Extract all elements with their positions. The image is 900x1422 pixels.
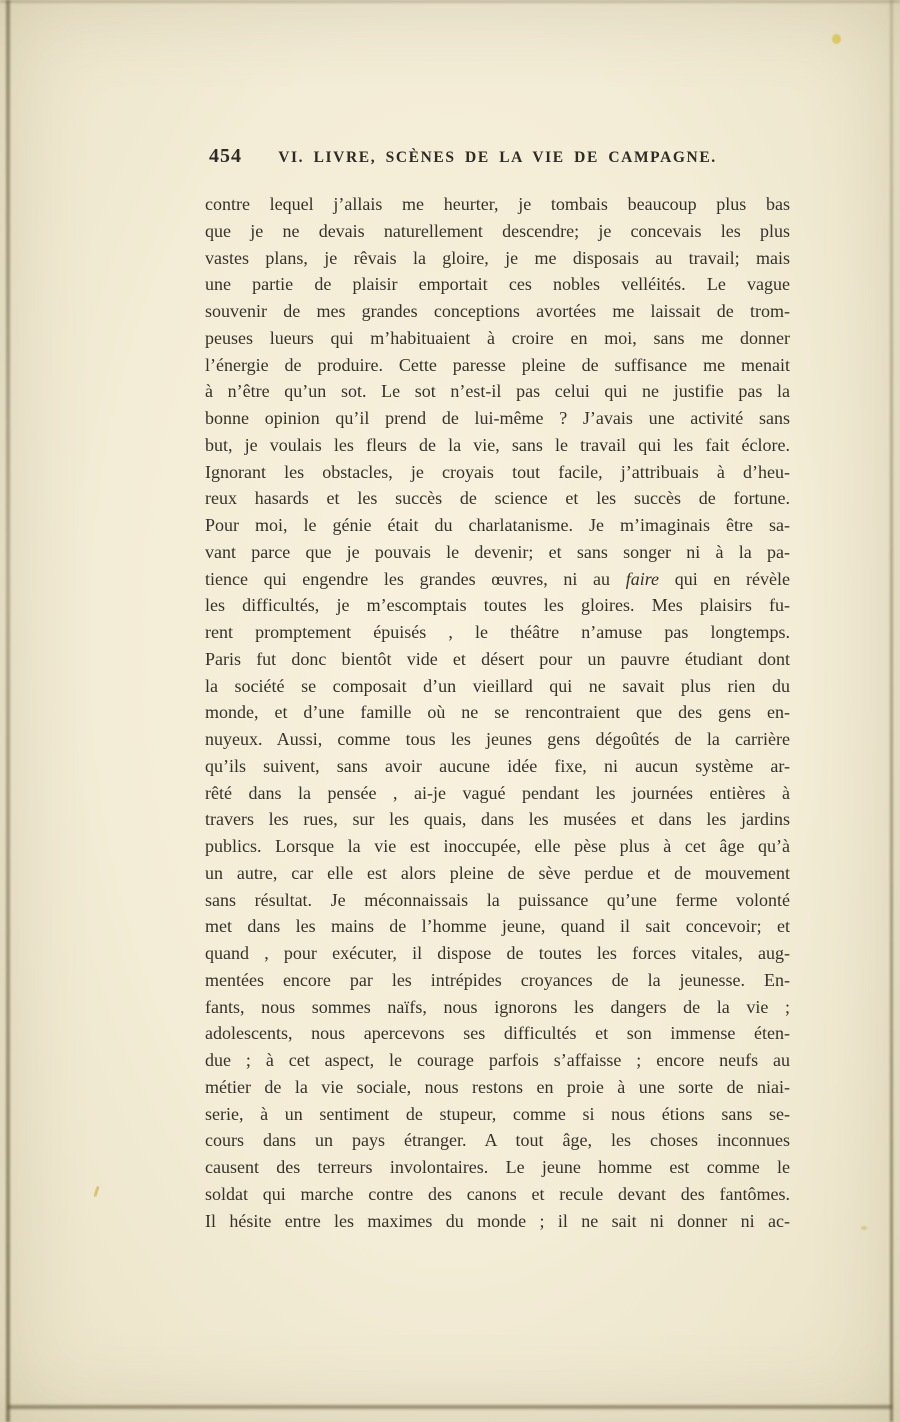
scan-edge-right [890,0,893,1422]
text-line: métier de la vie sociale, nous restons en proie à une sorte de niai- [205,1076,790,1097]
running-title: VI. LIVRE, SCÈNES DE LA VIE DE CAMPAGNE. [278,149,717,166]
paper-speck [93,1186,99,1197]
text-line: une partie de plaisir emportait ces nobles velléités. Le vague [205,274,790,295]
text-line: bonne opinion qu’il prend de lui-même ? J’avais une activité sans [205,408,790,428]
text-line: nuyeux. Aussi, comme tous les jeunes gens dégoûtés de la carrière [205,729,790,749]
text-line: monde, et d’une famille où ne se rencontraient que des gens en- [205,702,790,723]
text-line: vant parce que je pouvais le devenir; et sans songer ni à la pa- [205,541,790,562]
text-line: sans résultat. Je méconnaissais la puissance qu’une ferme volonté [205,889,790,910]
text-line: soldat qui marche contre des canons et recule devant des fantômes. [205,1183,790,1204]
text-line: souvenir de mes grandes conceptions avortées me laissait de trom- [205,301,790,321]
text-line: fants, nous sommes naïfs, nous ignorons les dangers de la vie ; [205,996,790,1017]
paper-speck [861,1226,867,1230]
text-line: que je ne devais naturellement descendre; je concevais les plus [205,220,790,241]
text-line: rent promptement épuisés , le théâtre n’amuse pas longtemps. [205,622,790,642]
text-line: Il hésite entre les maximes du monde ; il ne sait ni donner ni ac- [205,1210,790,1231]
text-line: due ; à cet aspect, le courage parfois s’affaisse ; encore neufs au [205,1050,790,1070]
page-number: 454 [209,145,242,167]
text-line: qu’ils suivent, sans avoir aucune idée fixe, ni aucun système ar- [205,755,790,776]
text-line: la société se composait d’un vieillard qui ne savait plus rien du [205,675,790,696]
text-line: vastes plans, je rêvais la gloire, je me disposais au travail; mais [205,247,790,268]
text-line: Pour moi, le génie était du charlatanisme. Je m’imaginais être sa- [205,515,790,535]
text-block [205,191,790,1234]
text-line: causent des terreurs involontaires. Le jeune homme est comme le [205,1157,790,1177]
scan-edge-top [0,0,900,3]
page-content [205,146,790,1234]
text-line: peuses lueurs qui m’habituaient à croire en moi, sans me donner [205,327,790,348]
text-line: serie, à un sentiment de stupeur, comme si nous étions sans se- [205,1103,790,1124]
text-line: l’énergie de produire. Cette paresse pleine de suffisance me menait [205,354,790,375]
text-line: reux hasards et les succès de science et les succès de fortune. [205,488,790,509]
text-line: les difficultés, je m’escomptais toutes les gloires. Mes plaisirs fu- [205,595,790,616]
page-header [205,146,790,172]
text-line: rêté dans la pensée , ai-je vagué pendant les journées entières à [205,782,790,803]
text-line: Ignorant les obstacles, je croyais tout facile, j’attribuais à d’heu- [205,461,790,482]
text-line: publics. Lorsque la vie est inoccupée, elle pèse plus à cet âge qu’à [205,836,790,856]
text-line: adolescents, nous apercevons ses difficultés et son immense éten- [205,1023,790,1044]
paper-speck [832,34,841,44]
text-line: met dans les mains de l’homme jeune, quand il sait concevoir; et [205,916,790,937]
text-line: cours dans un pays étranger. A tout âge, les choses inconnues [205,1130,790,1151]
text-line: contre lequel j’allais me heurter, je tombais beaucoup plus bas [205,194,790,214]
text-line: un autre, car elle est alors pleine de sève perdue et de mouvement [205,862,790,883]
scan-edge-left [6,0,10,1422]
scan-edge-bottom [8,1405,892,1409]
text-line: quand , pour exécuter, il dispose de toutes les forces vitales, aug- [205,943,790,963]
text-line: mentées encore par les intrépides croyances de la jeunesse. En- [205,969,790,990]
text-line: but, je voulais les fleurs de la vie, sans le travail qui les fait éclore. [205,434,790,455]
text-line: à n’être qu’un sot. Le sot n’est-il pas celui qui ne justifie pas la [205,381,790,402]
text-line: tience qui engendre les grandes œuvres, ni au faire qui en révèle [205,568,790,589]
text-line: Paris fut donc bientôt vide et désert pour un pauvre étudiant dont [205,648,790,669]
text-line: travers les rues, sur les quais, dans les musées et dans les jardins [205,809,790,830]
